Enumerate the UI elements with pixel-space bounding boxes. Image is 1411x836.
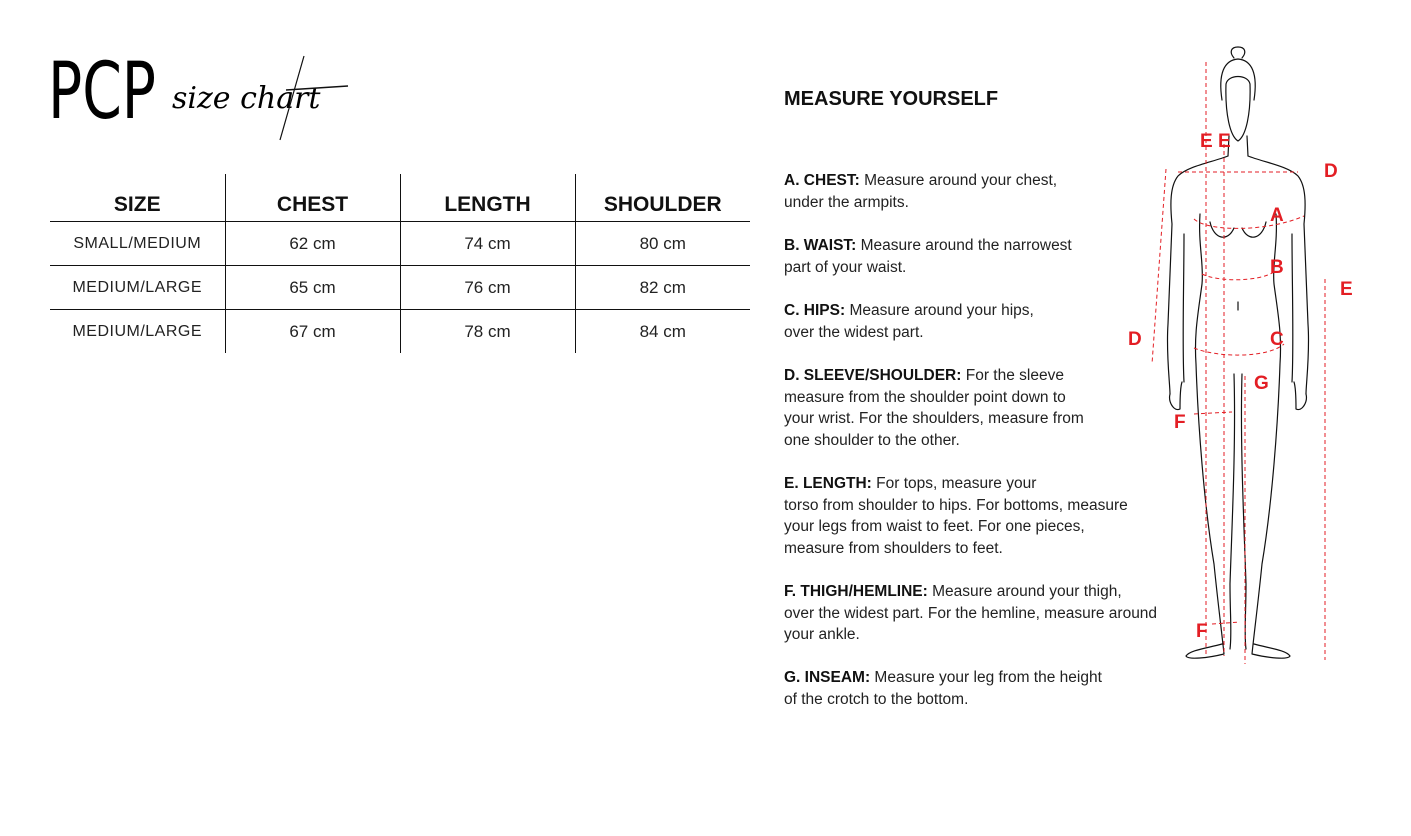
header-chest: CHEST	[225, 174, 400, 222]
instruction-text: Measure around your thigh,	[927, 583, 1122, 600]
instruction-text: Measure your leg from the height	[870, 669, 1102, 686]
label-a: A	[1270, 205, 1284, 226]
cell-chest: 62 cm	[225, 222, 400, 266]
hemline-line	[1212, 622, 1240, 624]
table-row	[50, 222, 750, 266]
cell-size: MEDIUM/LARGE	[72, 322, 203, 340]
header-length: LENGTH	[400, 174, 575, 222]
right-arm-inner	[1292, 234, 1306, 410]
header-shoulder: SHOULDER	[575, 174, 750, 222]
instruction-text: Measure around your chest,	[859, 172, 1058, 189]
instruction-label: G. INSEAM:	[784, 669, 871, 686]
instruction-thigh-hemline	[784, 581, 1157, 646]
instruction-sleeve-shoulder	[784, 365, 1084, 452]
pcp-logo	[48, 47, 358, 145]
instruction-text: your ankle.	[784, 626, 860, 644]
instruction-inseam	[784, 667, 1102, 710]
cell-shoulder: 82 cm	[575, 266, 750, 310]
table-row	[50, 266, 750, 310]
instruction-label: D. SLEEVE/SHOULDER:	[784, 367, 962, 384]
label-b: B	[1270, 257, 1284, 278]
instruction-text: over the widest part.	[784, 323, 924, 341]
measurement-labels	[1128, 131, 1353, 642]
instruction-text: under the armpits.	[784, 193, 909, 211]
waist-line	[1202, 272, 1274, 280]
instruction-label: F. THIGH/HEMLINE:	[784, 583, 928, 600]
label-e-top: E E	[1200, 131, 1231, 152]
bust	[1210, 222, 1266, 237]
cell-length: 78 cm	[400, 310, 575, 354]
cell-chest: 65 cm	[225, 266, 400, 310]
instruction-text: your wrist. For the shoulders, measure from	[784, 410, 1084, 428]
logo-brand: PCP	[48, 47, 156, 137]
size-table	[50, 174, 750, 353]
instruction-text: over the widest part. For the hemline, measure around	[784, 604, 1158, 622]
cell-shoulder: 80 cm	[575, 222, 750, 266]
label-c: C	[1270, 329, 1284, 350]
instruction-hips	[784, 300, 1034, 343]
instruction-text: Measure around the narrowest	[856, 237, 1072, 254]
instruction-text: part of your waist.	[784, 258, 907, 276]
measure-title: MEASURE YOURSELF	[784, 88, 999, 110]
instruction-label: C. HIPS:	[784, 302, 846, 319]
label-f-upper: F	[1174, 412, 1186, 433]
label-d-left: D	[1128, 329, 1142, 350]
instruction-text: measure from shoulders to feet.	[784, 540, 1003, 558]
hair-bun	[1231, 47, 1245, 58]
cell-size: MEDIUM/LARGE	[50, 266, 225, 310]
instruction-text: For the sleeve	[961, 367, 1064, 384]
label-d-right: D	[1324, 161, 1338, 182]
left-arm-inner	[1170, 234, 1184, 410]
instruction-label: B. WAIST:	[784, 237, 857, 254]
cell-shoulder: 84 cm	[575, 310, 750, 354]
label-e-right: E	[1340, 279, 1353, 300]
instruction-text: of the crotch to the bottom.	[784, 690, 969, 708]
body-outline	[1167, 47, 1308, 658]
logo-subtitle: size chart	[172, 81, 321, 116]
instruction-waist	[784, 235, 1072, 278]
cell-length: 74 cm	[400, 222, 575, 266]
cell-size: SMALL/MEDIUM	[50, 222, 225, 266]
instruction-label: E. LENGTH:	[784, 475, 872, 492]
label-g: G	[1254, 373, 1269, 394]
instruction-text: measure from the shoulder point down to	[784, 388, 1066, 406]
table-header-row	[50, 174, 750, 222]
left-leg-outline	[1186, 214, 1224, 658]
body-measurement-figure	[1118, 44, 1358, 674]
cell-length: 76 cm	[400, 266, 575, 310]
label-f-lower: F	[1196, 621, 1208, 642]
inner-legs	[1230, 374, 1246, 649]
header-size: SIZE	[50, 174, 225, 222]
neck	[1228, 136, 1248, 156]
table-row	[50, 310, 750, 354]
instruction-text: your legs from waist to feet. For one pieces,	[784, 518, 1085, 536]
cell-chest: 67 cm	[225, 310, 400, 354]
measurement-lines	[1152, 62, 1325, 664]
instruction-label: A. CHEST:	[784, 172, 860, 189]
instruction-length	[784, 473, 1128, 560]
thigh-line	[1194, 412, 1232, 414]
instruction-text: one shoulder to the other.	[784, 432, 960, 450]
instruction-text: For tops, measure your	[871, 475, 1037, 492]
right-leg-outline	[1252, 214, 1290, 658]
instruction-chest	[784, 170, 1057, 213]
sleeve-line	[1152, 169, 1166, 364]
instruction-text: torso from shoulder to hips. For bottoms, measure	[784, 496, 1128, 514]
instruction-text: Measure around your hips,	[845, 302, 1034, 319]
left-arm-outer	[1167, 156, 1228, 394]
